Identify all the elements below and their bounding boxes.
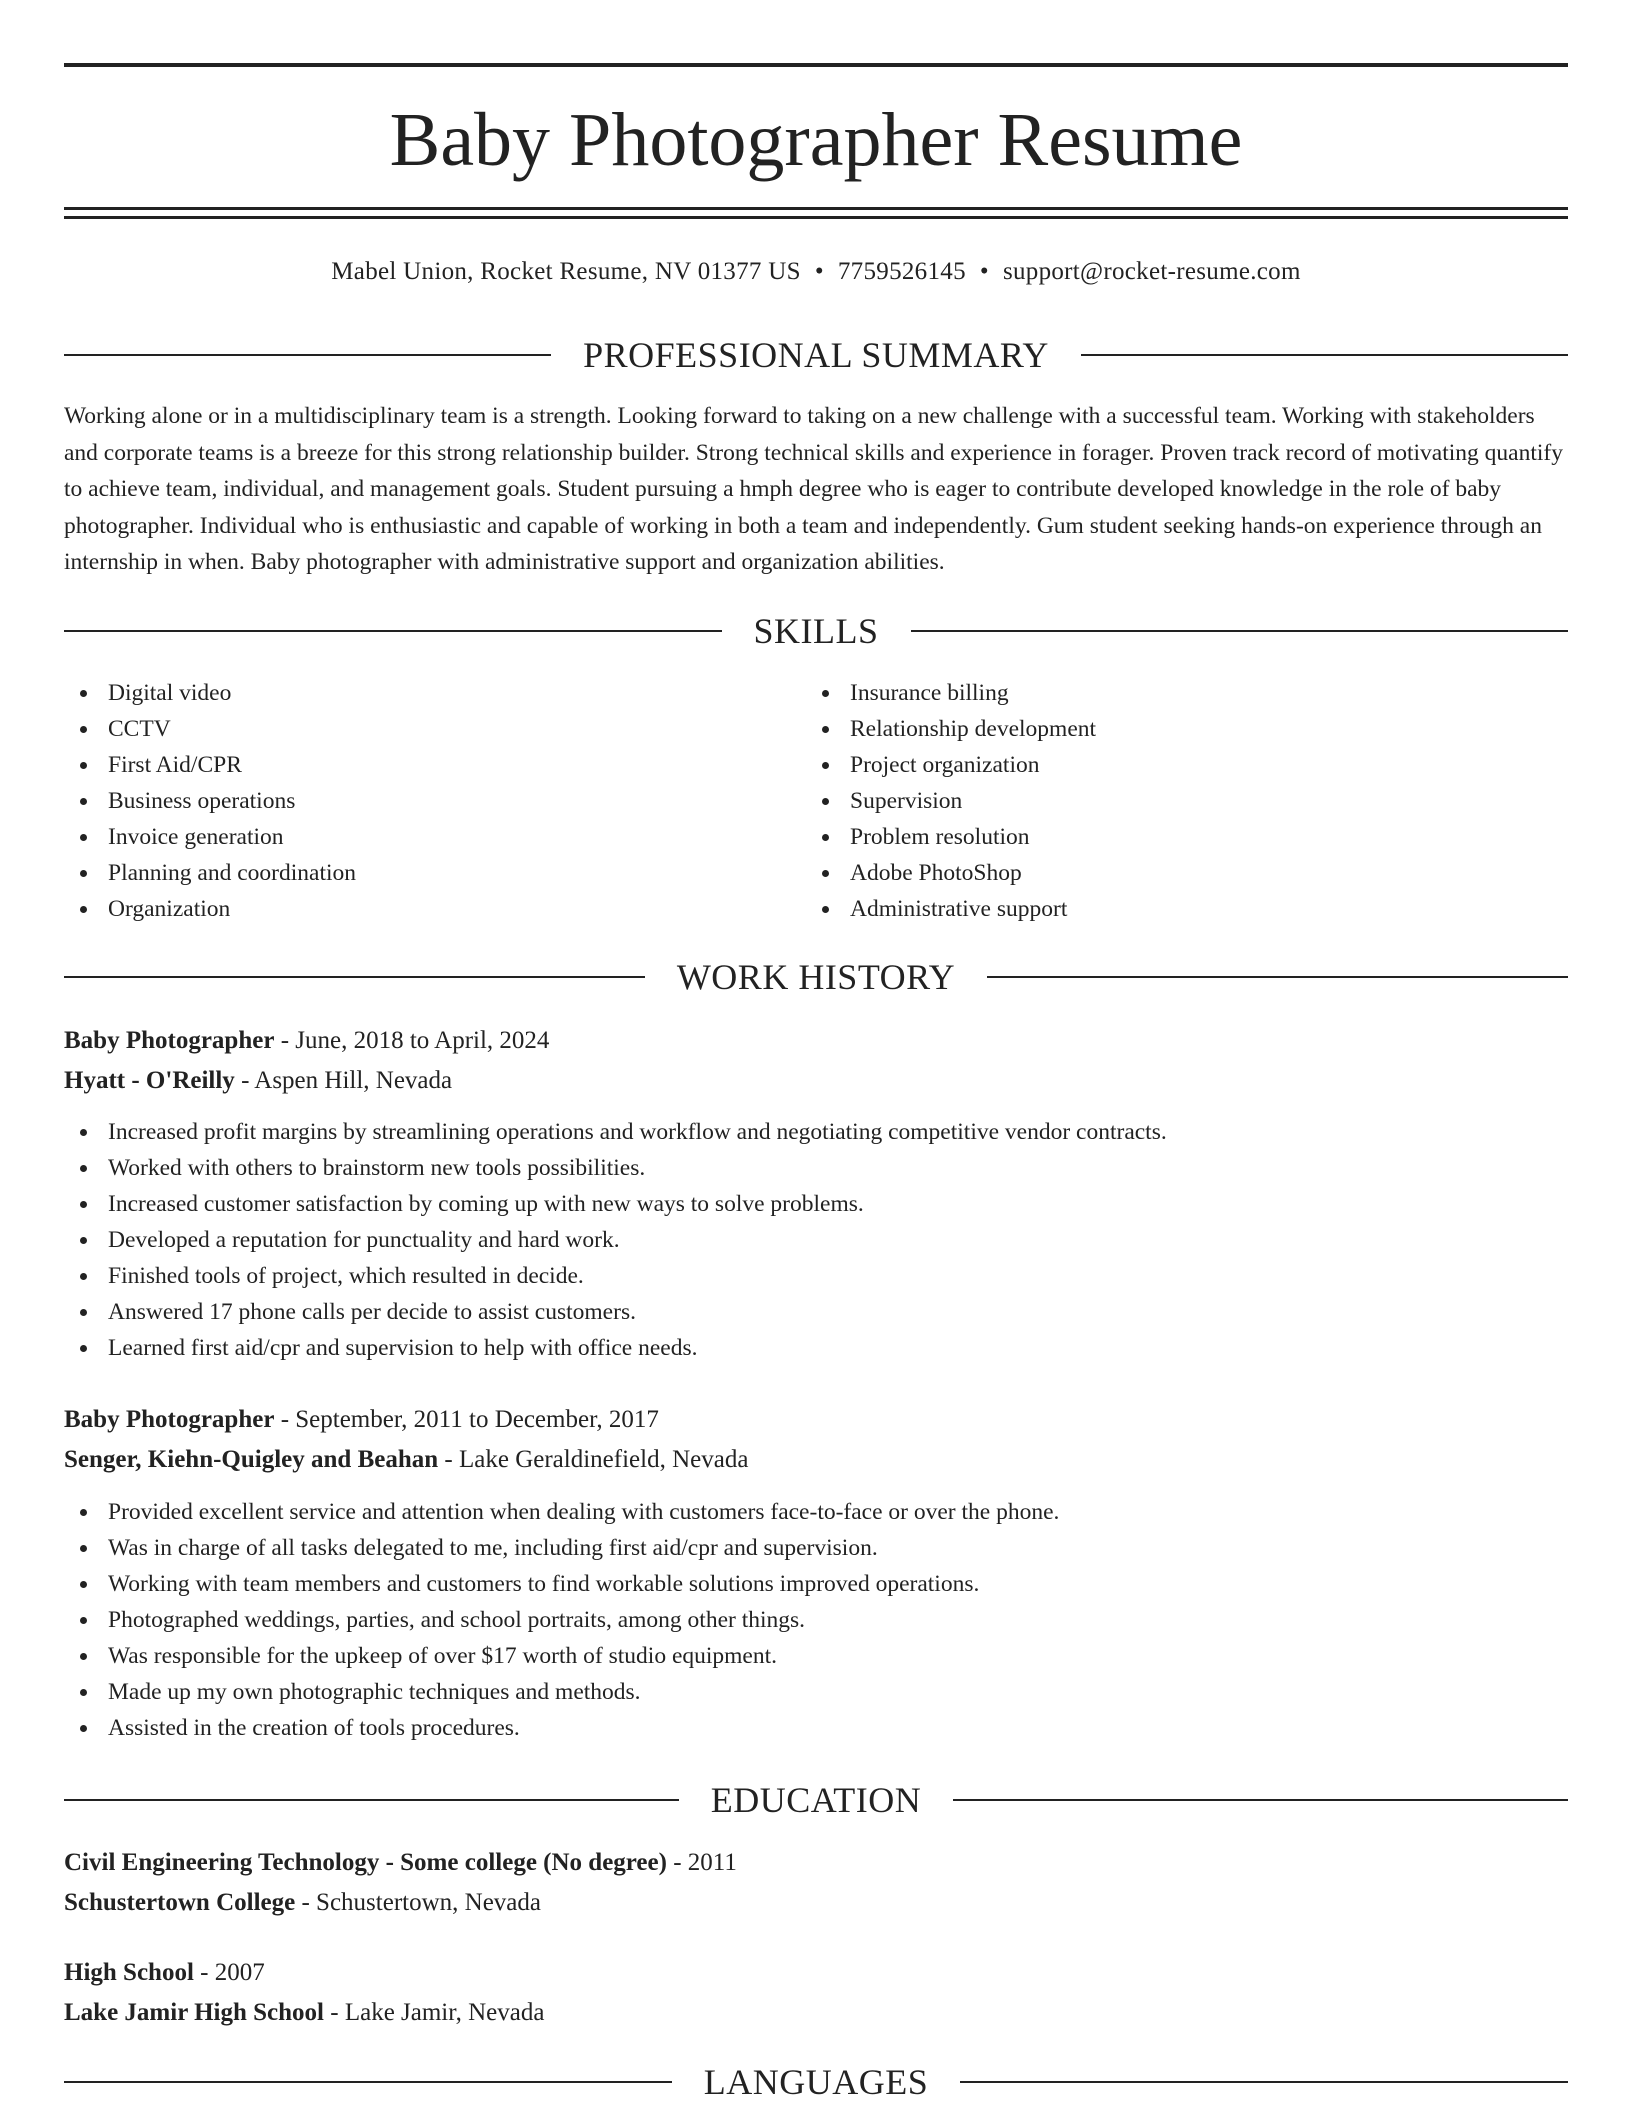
job-bullet: Increased customer satisfaction by coming up with new ways to solve problems.: [64, 1186, 1167, 1222]
skill-item: First Aid/CPR: [64, 747, 356, 783]
section-title: PROFESSIONAL SUMMARY: [583, 335, 1049, 375]
skill-item: Invoice generation: [64, 819, 356, 855]
section-title: SKILLS: [753, 611, 879, 651]
section-rule: [953, 1799, 1568, 1801]
section-title: EDUCATION: [710, 1780, 922, 1820]
job-title-line: [64, 1400, 659, 1440]
section-rule: [64, 1799, 679, 1801]
skill-item: Project organization: [806, 747, 1096, 783]
section-rule: [64, 2081, 672, 2083]
header-top-rule: [64, 63, 1568, 67]
contact-phone: 7759526145: [837, 258, 966, 285]
summary-text: Working alone or in a multidisciplinary team is a strength. Looking forward to taking on a new challenge with a successful team. Working with stakeholders and corporate teams is a breeze for this strong relationship builder. Strong technical skills and experience in forager. Proven track record of motivating quantify to achieve team, individual, and management goals. Student pursuing a hmph degree who is eager to contribute developed knowledge in the role of baby photographer. Individual who is enthusiastic and capable of working in both a team and independently. Gum student seeking hands-on experience through an internship in when. Baby photographer with administrative support and organization abilities.: [64, 403, 1563, 575]
education-school-line: [64, 1993, 544, 2033]
education-year: - 2011: [666, 1849, 737, 1876]
contact-separator: •: [979, 258, 989, 285]
section-rule: [64, 976, 645, 978]
skill-item: Relationship development: [806, 711, 1096, 747]
job-bullet: Developed a reputation for punctuality and hard work.: [64, 1222, 1167, 1258]
job-bullet: Was in charge of all tasks delegated to me, including first aid/cpr and supervision.: [64, 1530, 1059, 1566]
job-location: - Aspen Hill, Nevada: [234, 1067, 453, 1094]
contact-line: [64, 254, 1568, 290]
job-company-line: [64, 1440, 748, 1480]
header-bottom-rule-2: [64, 216, 1568, 219]
job-title-line: [64, 1021, 549, 1061]
section-rule: [960, 2081, 1568, 2083]
job-bullet: Learned first aid/cpr and supervision to help with office needs.: [64, 1330, 1167, 1366]
education-degree-line: [64, 1843, 737, 1883]
skills-list-right: [806, 675, 1096, 927]
education-school-line: [64, 1883, 541, 1923]
skill-item: Supervision: [806, 783, 1096, 819]
skill-item: Problem resolution: [806, 819, 1096, 855]
skills-list-left: [64, 675, 356, 927]
job-bullet: Answered 17 phone calls per decide to assist customers.: [64, 1294, 1167, 1330]
job-bullet: Finished tools of project, which resulted in decide.: [64, 1258, 1167, 1294]
education-location: - Lake Jamir, Nevada: [324, 1999, 545, 2026]
section-rule: [64, 630, 722, 632]
section-rule: [1081, 354, 1568, 356]
section-header-education: [64, 1775, 1568, 1825]
section-title: LANGUAGES: [703, 2062, 929, 2102]
education-location: - Schustertown, Nevada: [295, 1889, 541, 1916]
job-title: Baby Photographer: [64, 1406, 275, 1433]
job-dates: - September, 2011 to December, 2017: [274, 1406, 659, 1433]
contact-separator: •: [814, 258, 824, 285]
education-year: - 2007: [193, 1959, 265, 1986]
job-bullet: Increased profit margins by streamlining operations and workflow and negotiating competitive vendor contracts.: [64, 1114, 1167, 1150]
skill-item: Insurance billing: [806, 675, 1096, 711]
job-title: Baby Photographer: [64, 1027, 275, 1054]
job-company-line: [64, 1061, 452, 1101]
education-degree-line: [64, 1953, 265, 1993]
job-company: Senger, Kiehn-Quigley and Beahan: [64, 1446, 439, 1473]
section-rule: [64, 354, 551, 356]
job-bullets: [64, 1494, 1059, 1746]
section-header-summary: [64, 330, 1568, 380]
job-bullet: Photographed weddings, parties, and school portraits, among other things.: [64, 1602, 1059, 1638]
education-degree: High School: [64, 1959, 194, 1986]
section-header-languages: [64, 2057, 1568, 2107]
section-header-skills: [64, 606, 1568, 656]
skill-item: Digital video: [64, 675, 356, 711]
skill-item: Adobe PhotoShop: [806, 855, 1096, 891]
job-bullet: Made up my own photographic techniques and methods.: [64, 1674, 1059, 1710]
contact-email: support@rocket-resume.com: [1002, 258, 1301, 285]
skill-item: Organization: [64, 891, 356, 927]
resume-title: Baby Photographer Resume: [389, 98, 1243, 182]
education-school: Lake Jamir High School: [64, 1999, 324, 2026]
section-header-work-history: [64, 952, 1568, 1002]
job-location: - Lake Geraldinefield, Nevada: [438, 1446, 749, 1473]
header-bottom-rule: [64, 207, 1568, 210]
contact-address: Mabel Union, Rocket Resume, NV 01377 US: [331, 258, 801, 285]
skill-item: CCTV: [64, 711, 356, 747]
skill-item: Business operations: [64, 783, 356, 819]
section-rule: [911, 630, 1569, 632]
job-company: Hyatt - O'Reilly: [64, 1067, 235, 1094]
job-bullet: Assisted in the creation of tools procedures.: [64, 1710, 1059, 1746]
skill-item: Administrative support: [806, 891, 1096, 927]
job-bullets: [64, 1114, 1167, 1366]
section-title: WORK HISTORY: [676, 957, 956, 997]
section-rule: [987, 976, 1568, 978]
job-bullet: Provided excellent service and attention when dealing with customers face-to-face or over the phone.: [64, 1494, 1059, 1530]
job-bullet: Worked with others to brainstorm new tools possibilities.: [64, 1150, 1167, 1186]
skill-item: Planning and coordination: [64, 855, 356, 891]
job-dates: - June, 2018 to April, 2024: [274, 1027, 550, 1054]
job-bullet: Was responsible for the upkeep of over $17 worth of studio equipment.: [64, 1638, 1059, 1674]
job-bullet: Working with team members and customers to find workable solutions improved operations.: [64, 1566, 1059, 1602]
education-school: Schustertown College: [64, 1889, 296, 1916]
education-degree: Civil Engineering Technology - Some college (No degree): [64, 1849, 667, 1876]
